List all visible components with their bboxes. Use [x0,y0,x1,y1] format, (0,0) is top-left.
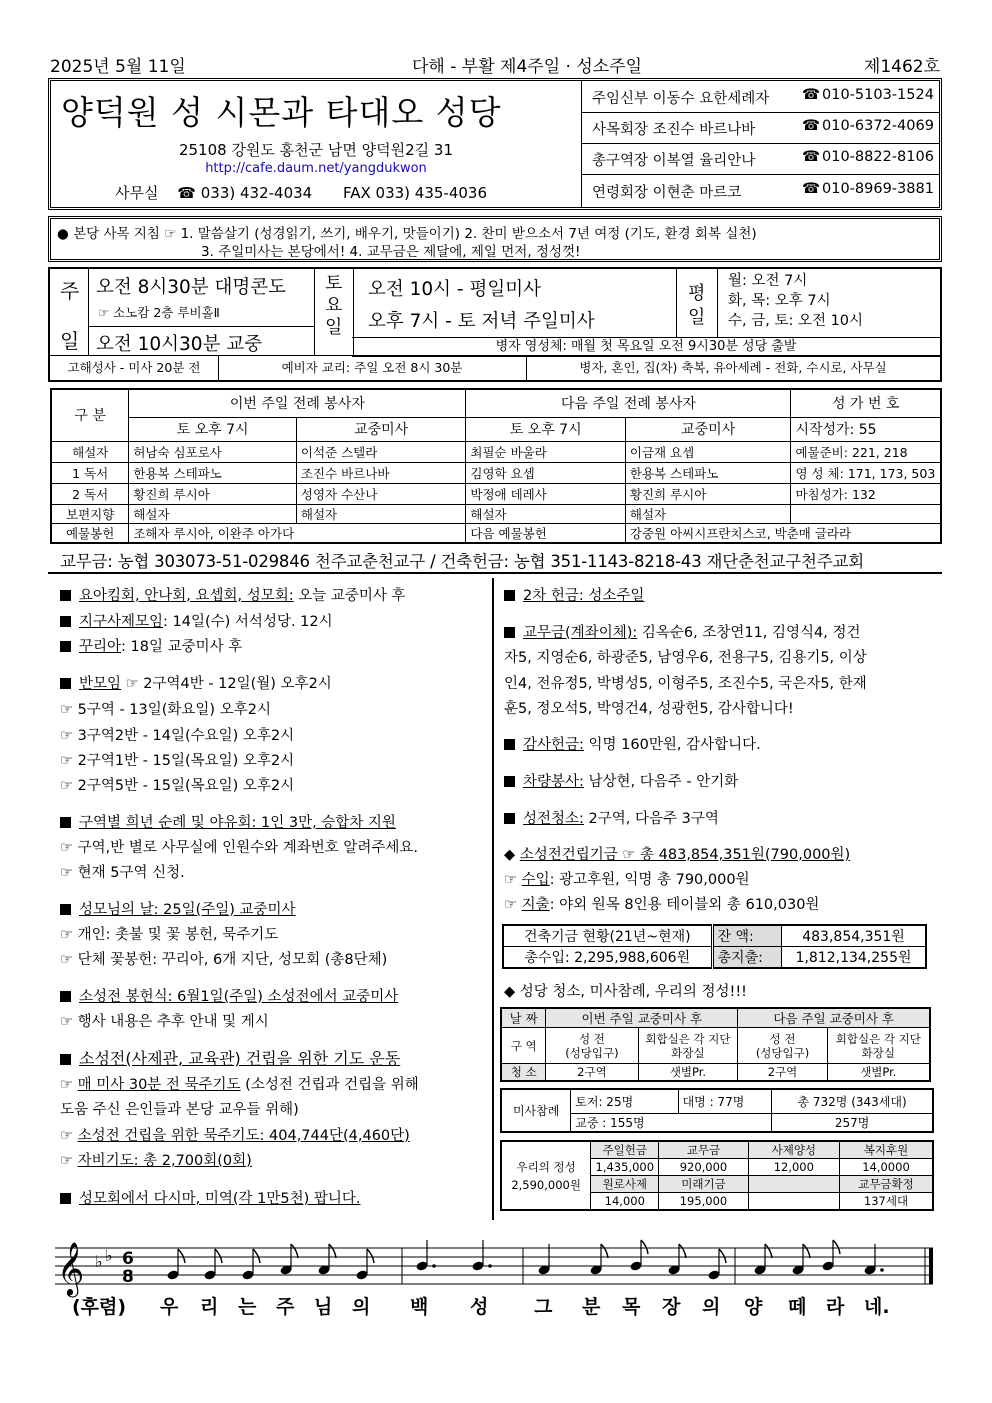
note-dot [488,1264,492,1268]
parish-info [51,81,582,207]
list-item: ☞ 3구역2반 - 14일(수요일) 오후2시 [60,728,295,744]
bank-accounts: 교무금: 농협 303073-51-029846 천주교춘천교구 / 건축헌금: 농협 351-1143-8218-43 재단춘천교구천주교회 [60,552,864,571]
table-row: 보편지향 해설자 해설자 해설자 해설자 [51,504,941,523]
parish-name: 양덕원 성 시몬과 타대오 성당 [61,93,502,132]
lyric-syllable: 양 [744,1296,763,1318]
divider [48,572,942,574]
weekday-times: 월: 오전 7시 화, 목: 오후 7시 수, 금, 토: 오전 10시 [728,273,864,329]
confession-info: 고해성사 - 미사 20분 전 [50,356,219,381]
office-phone: 033) 432-4034 [200,184,313,202]
mass-schedule [48,267,942,382]
address: 25108 강원도 홍천군 남면 양덕원2길 31 [178,141,454,159]
list-item: 도움 주신 은인들과 본당 교우들 위해) [60,1102,299,1118]
list-item: ☞ 현재 5구역 신청. [60,865,185,881]
note-flag [719,1249,726,1263]
catechism-info: 예비자 교리: 주일 오전 8시 30분 [218,356,527,381]
table-header-row: 날 짜 이번 주일 교중미사 후 다음 주일 교중미사 후 [501,1008,930,1028]
note-flag [329,1244,336,1258]
this-week-header: 이번 주일 전례 봉사자 [129,389,466,417]
hymn-cell: 시작성가: 55 [791,417,941,441]
issue-date: 2025년 5월 11일 [50,57,186,77]
contact-phone: 010-5103-1524 [822,87,934,103]
note-flag [765,1244,772,1258]
cleaning-table [500,1007,931,1082]
sunday-main-mass: 오전 10시30분 교중 [96,334,263,355]
list-item: ☞ 개인: 촛불 및 꽃 봉헌, 묵주기도 [60,927,279,943]
contact-role: 연령회장 이현춘 마르코 [592,185,742,201]
list-item: ☞ 2구역1반 - 15일(목요일) 오후2시 [60,753,295,769]
lyric-syllable: 의 [352,1296,371,1318]
office-fax: FAX 033) 435-4036 [342,184,488,202]
list-item: ◆ 소성전건립기금 ☞ 총 483,854,351원(790,000원) [504,847,851,863]
note-flag [215,1249,222,1263]
hymn-cell: 영 성 체: 171, 173, 503 [791,462,941,483]
lyric-syllable: 분 [582,1296,601,1318]
lyric-syllable: 백 [410,1296,429,1318]
table-row: 2 독서 황진희 루시아 성영자 수산나 박정애 데레사 황진희 루시아 마침성가: 132 [51,483,941,504]
attendance-table [500,1088,934,1133]
lyric-syllable: 님 [314,1296,333,1318]
table-row: 1,435,000 920,000 12,000 14,0000 [501,1159,933,1176]
hymn-header: 성 가 번 호 [791,389,941,417]
lyric-syllable: 그 [534,1296,553,1318]
table-row: 구 역 성 전 (성당입구) 회합실은 각 지단 화장실 성 전 (성당입구) 회합실은 각 지단 화장실 [501,1028,930,1064]
lyric-syllable: 주 [276,1296,295,1318]
guideline-line-2: 3. 주일미사는 본당에서! 4. 교무금은 제달에, 제일 먼저, 정성껏! [201,244,581,260]
contact-role: 주임신부 이동수 요한세례자 [592,91,770,107]
list-item: ☞ 5구역 - 13일(화요일) 오후2시 [60,702,271,718]
list-item: ☞ 구역,반 별로 사무실에 인원수와 계좌번호 알려주세요. [60,840,419,856]
table-row: 해설자 허남숙 심포로사 이석준 스텔라 최필순 바울라 이금재 요셉 예물준비: 221, 218 [51,441,941,462]
hymn-cell: 마침성가: 132 [791,483,941,504]
lyric-syllable: 떼 [788,1296,807,1318]
contact-row [582,143,939,175]
table-row: 건축기금 현황(21년~현재) 잔 액: 483,854,351원 [503,925,926,947]
list-item: 소성전(사제관, 교육관) 건립을 위한 기도 운동 [60,1046,400,1071]
contact-row [582,112,939,144]
flat-icon: ♭ [95,1252,103,1271]
table-header-row [51,389,941,417]
list-item: 지구사제모임: 14일(수) 서석성당. 12시 [60,610,333,635]
list-item: ☞ 단체 꽃봉헌: 꾸리아, 6개 지단, 성모회 (총8단체) [60,952,388,968]
note-dot [880,1268,884,1272]
note-flag [803,1244,810,1258]
other-services [50,355,940,381]
saturday-label: 토 요 일 [314,269,354,355]
contact-row [582,174,939,207]
lyric-syllable: (후렴) [72,1296,127,1318]
lyric-syllable: 장 [662,1296,681,1318]
liturgy-servers-table [50,388,942,544]
list-item: 교무금(계좌이체): 김옥순6, 조창연11, 김영식4, 정건 [504,621,861,646]
pastoral-guidelines [48,216,942,262]
contact-phone: 010-8822-8106 [822,149,934,165]
sunday-label: 주 일 [50,269,89,355]
list-item: 소성전 봉헌식: 6월1일(주일) 소성전에서 교중미사 [60,985,398,1010]
list-item: 훈5, 정오석5, 박영건4, 성광헌5, 감사합니다! [504,701,794,717]
contacts [582,81,939,207]
table-row: 청 소 2구역 샛별Pr. 2구역 샛별Pr. [501,1064,930,1082]
list-item: 꾸리아: 18일 교중미사 후 [60,635,242,660]
sick-communion: 병자 영성체: 매월 첫 목요일 오전 9시30분 성당 출발 [352,337,940,357]
note-flag [178,1249,185,1263]
table-row: 우리의 정성 2,590,000원 주일헌금 교무금 사제양성 복지후원 [501,1141,933,1159]
phone-icon: ☎ [177,184,196,202]
lyric-syllable: 는 [238,1296,257,1318]
contact-row [582,81,939,113]
treble-clef-icon: 𝄞 [57,1241,85,1295]
refrain-lyrics [72,1292,892,1320]
hymn-cell: 예물준비: 221, 218 [791,441,941,462]
guideline-line-1: ● 본당 사목 지침 ☞ 1. 말씀살기 (성경읽기, 쓰기, 배우기, 맛들이기) 2. 찬미 받으소서 7년 여정 (기도, 환경 회복 실천) [57,226,757,242]
note-flag [833,1240,840,1254]
building-fund-table [502,924,927,969]
list-item: ☞ 매 미사 30분 전 묵주기도 (소성전 건립과 건립을 위해 [60,1077,419,1093]
note-flag [641,1240,648,1254]
list-item: 반모임 ☞ 2구역4반 - 12일(월) 오후2시 [60,672,332,697]
offerings-table [500,1140,934,1211]
phone-icon: ☎ [802,181,821,197]
liturgical-theme: 다해 - 부활 제4주일 · 성소주일 [412,57,643,77]
note-flag [679,1244,686,1258]
table-row: 총수입: 2,295,988,606원 총지출: 1,812,134,255원 [503,947,926,969]
cafe-link[interactable]: http://cafe.daum.net/yangdukwon [205,161,427,176]
saturday-evening-mass: 오후 7시 - 토 저녁 주일미사 [368,311,595,332]
list-item: ☞ 행사 내용은 추후 안내 및 게시 [60,1014,269,1030]
time-signature-numerator: 6 [122,1249,134,1269]
cleaning-heading: ◆ 성당 청소, 미사참례, 우리의 정성!!! [504,984,747,1000]
blessing-info: 병자, 혼인, 집(차) 축복, 유아세례 - 전화, 수시로, 사무실 [579,360,887,375]
list-item: 2차 헌금: 성소주일 [504,584,644,609]
time-signature-denominator: 8 [122,1267,134,1287]
weekday-label: 평 일 [676,269,718,337]
list-item: ☞ 소성전 건립을 위한 묵주기도: 404,744단(4,460단) [60,1128,410,1144]
list-item: 성모님의 날: 25일(주일) 교중미사 [60,898,296,923]
list-item: ☞ 지출: 야외 원목 8인용 테이블외 총 610,030원 [504,897,820,913]
table-row: 1 독서 한용복 스테파노 조진수 바르나바 김영학 요셉 한용복 스테파노 영 성 체: 171, 173, 503 [51,462,941,483]
office-label: 사무실 [115,184,159,202]
contact-phone: 010-8969-3881 [822,181,934,197]
table-row: 미사참례 토저: 25명 대명 : 77명 총 732명 (343세대) [501,1089,933,1113]
list-item: 차량봉사: 남상현, 다음주 - 안기화 [504,770,738,795]
list-item: 감사헌금: 익명 160만원, 감사합니다. [504,733,761,758]
table-row: 14,000 195,000 137세대 [501,1193,933,1211]
lyric-syllable: 리 [200,1296,219,1318]
lyric-syllable: 우 [160,1296,179,1318]
table-row: 교중 : 155명 257명 [501,1113,933,1132]
offering-row: 예물봉헌 조해자 루시아, 이완주 아가다 다음 예물봉헌 강중원 아씨시프란치스코, 박춘매 글라라 [51,523,941,543]
header-box [48,78,942,210]
lyric-syllable: 성 [470,1296,489,1318]
phone-icon: ☎ [802,149,821,165]
list-item: ☞ 수입: 광고후원, 익명 총 790,000원 [504,872,750,888]
list-item: 자5, 지영순6, 하광준5, 남영우6, 전용구5, 김용기5, 이상 [504,650,867,666]
note-flag [291,1244,298,1258]
note-flag [601,1244,608,1258]
contact-role: 총구역장 이복열 율리안나 [592,153,756,169]
issue-number: 제1462호 [863,57,940,77]
contact-phone: 010-6372-4069 [822,118,934,134]
flat-icon: ♭ [105,1246,113,1265]
list-item: 인4, 전유정5, 박병성5, 이형주5, 조진수5, 국은자5, 한재 [504,676,867,692]
list-item: 성전청소: 2구역, 다음주 3구역 [504,807,719,832]
list-item: 요아킴회, 안나회, 요셉회, 성모회: 오늘 교중미사 후 [60,584,406,609]
column-divider [492,578,494,1220]
list-item: ☞ 자비기도: 총 2,700회(0회) [60,1153,252,1169]
table-row: 원로사제 미래기금 교무금확정 [501,1176,933,1193]
list-item: ☞ 2구역5반 - 15일(목요일) 오후2시 [60,778,295,794]
table-subheader-row: 토 오후 7시 교중미사 토 오후 7시 교중미사 시작성가: 55 [51,417,941,441]
lyric-syllable: 네. [864,1296,890,1318]
section-header: 구 분 [51,389,129,441]
note-dot [432,1264,436,1268]
note-flag [367,1249,374,1263]
note-flag [253,1249,260,1263]
lyric-syllable: 의 [702,1296,721,1318]
lyric-syllable: 목 [622,1296,641,1318]
contact-role: 사목회장 조진수 바르나바 [592,122,756,138]
list-item: 성모회에서 다시마, 미역(각 1만5천) 팝니다. [60,1187,361,1212]
sunday-early-mass: 오전 8시30분 대명콘도 ☞ 소노캄 2층 루비홀Ⅱ [88,269,314,327]
phone-icon: ☎ [802,118,821,134]
list-item: 구역별 희년 순례 및 야유회: 1인 3만, 승합차 지원 [60,811,396,836]
saturday-weekday-mass: 오전 10시 - 평일미사 [368,279,541,300]
next-week-header: 다음 주일 전례 봉사자 [466,389,791,417]
phone-icon: ☎ [802,87,821,103]
lyric-syllable: 라 [826,1296,845,1318]
office-contact [115,182,487,203]
masthead [50,52,940,77]
